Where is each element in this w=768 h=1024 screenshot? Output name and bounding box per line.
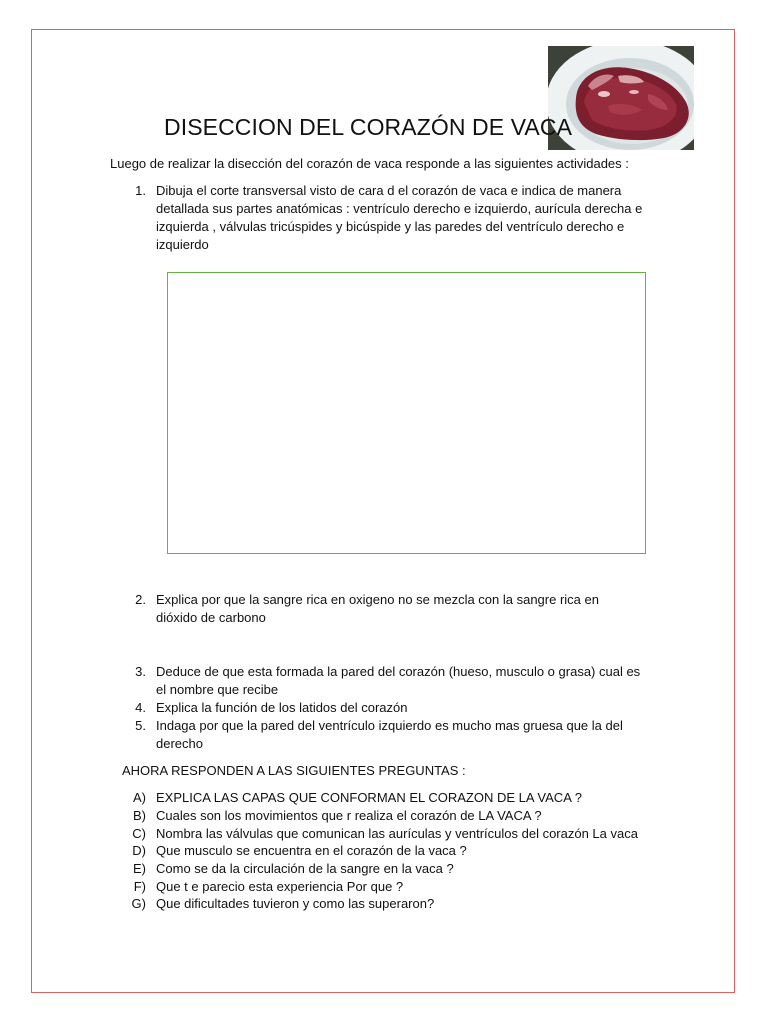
activity-text-line: Deduce de que esta formada la pared del corazón (hueso, musculo o grasa) cual es <box>156 664 641 679</box>
activity-text-line: Indaga por que la pared del ventrículo izquierdo es mucho mas gruesa que la del <box>156 718 623 733</box>
questions-heading: AHORA RESPONDEN A LAS SIGUIENTES PREGUNTAS : <box>122 763 466 778</box>
activity-text-line: Explica la función de los latidos del corazón <box>156 700 408 715</box>
activity-number: 2. <box>135 592 146 607</box>
activity-number: 4. <box>135 700 146 715</box>
activity-number: 5. <box>135 718 146 733</box>
activity-text-line: dióxido de carbono <box>156 610 266 625</box>
activity-text-line: Explica por que la sangre rica en oxigeno no se mezcla con la sangre rica en <box>156 592 599 607</box>
question-text: Cuales son los movimientos que r realiza el corazón de LA VACA ? <box>156 808 542 823</box>
question-text: Que dificultades tuvieron y como las superaron? <box>156 896 435 911</box>
question-text: Que t e parecio esta experiencia Por que ? <box>156 879 404 894</box>
question-letter: F) <box>133 879 146 894</box>
question-letter: A) <box>133 790 146 805</box>
question-text: EXPLICA LAS CAPAS QUE CONFORMAN EL CORAZON DE LA VACA ? <box>156 790 582 805</box>
activity-text-line: detallada sus partes anatómicas : ventrículo derecho e izquierdo, aurícula derecha e <box>156 201 643 216</box>
question-text: Como se da la circulación de la sangre en la vaca ? <box>156 861 454 876</box>
question-letter: G) <box>131 896 146 911</box>
question-letter: B) <box>133 808 146 823</box>
drawing-answer-box[interactable] <box>167 272 646 554</box>
activity-text-line: izquierdo <box>156 237 209 252</box>
activity-number: 1. <box>135 183 146 198</box>
question-letter: C) <box>132 826 146 841</box>
question-letter: D) <box>132 843 146 858</box>
intro-text: Luego de realizar la disección del corazón de vaca responde a las siguientes actividades : <box>110 156 629 171</box>
activity-text-line: derecho <box>156 736 203 751</box>
page-title: DISECCION DEL CORAZÓN DE VACA <box>164 114 573 140</box>
activity-text-line: Dibuja el corte transversal visto de cara d el corazón de vaca e indica de manera <box>156 183 622 198</box>
activity-text-line: el nombre que recibe <box>156 682 279 697</box>
activity-number: 3. <box>135 664 146 679</box>
question-text: Que musculo se encuentra en el corazón de la vaca ? <box>156 843 467 858</box>
question-text: Nombra las válvulas que comunican las aurículas y ventrículos del corazón La vaca <box>156 826 638 841</box>
activity-text-line: izquierda , válvulas tricúspides y bicúspide y las paredes del ventrículo derecho e <box>156 219 625 234</box>
question-letter: E) <box>133 861 146 876</box>
